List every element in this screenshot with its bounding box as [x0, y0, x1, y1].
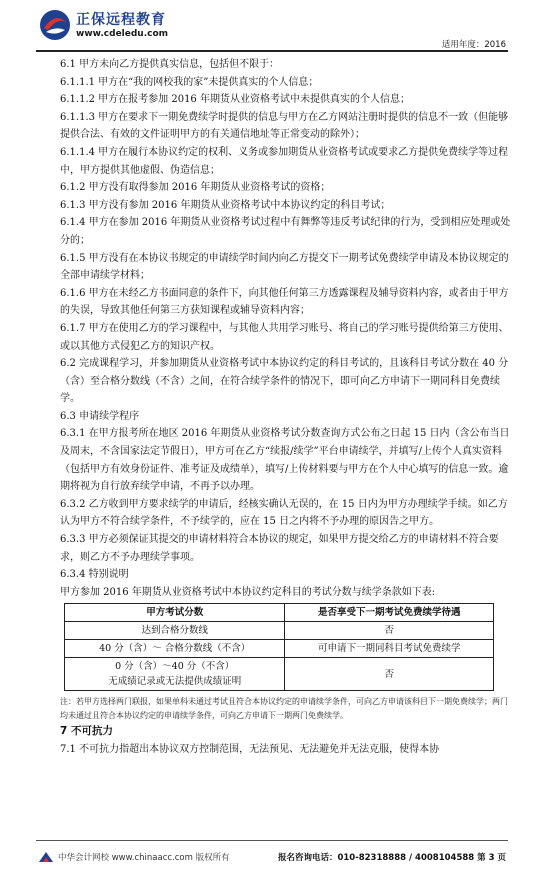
footer-logo-icon	[38, 850, 54, 864]
clause-6-1-2: 6.1.2 甲方没有取得参加 2016 年期货从业资格考试的资格；	[60, 182, 331, 194]
table-cell: 40 分（含）～ 合格分数线（不含）	[65, 640, 285, 658]
table-row	[65, 622, 494, 640]
clause-6-1-7: 6.1.7 甲方在使用乙方的学习课程中，与其他人共用学习账号、将自己的学习账号提供给第三方使用、或以其他方式侵犯乙方的知识产权。	[60, 322, 509, 352]
clause-6-1-3: 6.1.3 甲方没有参加 2016 年期货从业资格考试中本协议约定的科目考试；	[60, 199, 391, 211]
clause-6-2: 6.2 完成课程学习，并参加期货从业资格考试中本协议约定的科目考试的，且该科目考试分数在 40 分（含）至合格分数线（不含）之间，在符合续学条件的情况下，即可向乙方申请下一期同科目免费续学。	[60, 358, 509, 405]
page-header	[0, 0, 540, 52]
clause-6-1-1-4: 6.1.1.4 甲方在履行本协议约定的权利、义务或参加期货从业资格考试或要求乙方提供免费续学等过程中，甲方提供其他虚假、伪造信息；	[60, 146, 509, 176]
clause-7-1: 7.1 不可抗力指超出本协议双方控制范围，无法预见、无法避免并无法克服，使得本协	[60, 744, 440, 755]
table-cell: 否	[285, 658, 494, 691]
clause-6-3-2: 6.3.2 乙方收到甲方要求续学的申请后，经核实确认无误的，在 15 日内为甲方办理续学手续。如乙方认为甲方不符合续学条件，不予续学的，应在 15 日之内将不予办理的原因告之甲方。	[60, 498, 508, 528]
clause-6-3-1: 6.3.1 在甲方报考所在地区 2016 年期货从业资格考试分数查询方式公布之日起 15 日内（含公布当日及周末，不含国家法定节假日），甲方可在乙方“续报/续学”平台申请续学，并填写/上传个人真实资料（包括甲方有效身份证件、准考证及成绩单），填写/上传材料要与甲方在个人中心填写的信息一致。逾期将视为自行放弃续学申请，不再予以办理。	[60, 428, 510, 493]
clause-6-3-3: 6.3.3 甲方必须保证其提交的申请材料符合本协议的规定，如果甲方提交给乙方的申请材料不符合要求，则乙方不予办理续学事项。	[60, 534, 499, 563]
clause-6-1-4: 6.1.4 甲方在参加 2016 年期货从业资格考试过程中有舞弊等违反考试纪律的行为，受到相应处理或处分的；	[60, 217, 511, 246]
clause-6-1-1-1: 6.1.1.1 甲方在“我的网校我的家”未提供真实的个人信息；	[60, 76, 319, 88]
logo-url[interactable]: www.cdeledu.com	[76, 29, 169, 39]
logo-emblem-icon	[38, 8, 72, 42]
table-cell	[65, 658, 285, 691]
table-header-row	[65, 604, 494, 622]
clause-6-3: 6.3 申请续学程序	[60, 410, 140, 422]
footer-copyright: 中华会计网校 www.chinaacc.com 版权所有	[58, 853, 230, 863]
table-header-score: 甲方考试分数	[65, 604, 285, 622]
logo-name: 正保远程教育	[76, 12, 166, 28]
clause-6-1-5: 6.1.5 甲方没有在本协议书规定的申请续学时间内向乙方提交下一期考试免费续学申请及本协议规定的全部申请续学材料；	[60, 252, 509, 282]
table-cell: 可申请下一期同科目考试免费续学	[285, 640, 494, 658]
table-cell-line: 0 分（含）～40 分（不含）	[115, 661, 235, 673]
table-cell: 达到合格分数线	[65, 622, 285, 640]
clause-6-1-1-2: 6.1.1.2 甲方在报考参加 2016 年期货从业资格考试中未提供真实的个人信息；	[60, 94, 410, 106]
table-row	[65, 658, 494, 691]
table-cell: 否	[285, 622, 494, 640]
clause-6-1-1-3: 6.1.1.3 甲方在要求下一期免费续学时提供的信息与甲方在乙方网站注册时提供的信息不一致（但能够提供合法、有效的文件证明甲方的有关通信地址等正常变动的除外）；	[60, 111, 509, 141]
header-divider	[36, 50, 508, 52]
footer-contact-page: 报名咨询电话：010-82318888 / 4008104588 第 3 页	[277, 853, 506, 863]
page-footer	[0, 848, 540, 872]
section-7-heading: 7 不可抗力	[60, 725, 113, 738]
table-row	[65, 640, 494, 658]
applicable-year: 适用年度：2016	[441, 40, 506, 50]
clause-6-1-6: 6.1.6 甲方在未经乙方书面同意的条件下，向其他任何第三方透露课程及辅导资料内容，或者由于甲方的失误，导致其他任何第三方获知课程或辅导资料内容；	[60, 287, 509, 317]
clause-6-1: 6.1 甲方未向乙方提供真实信息，包括但不限于：	[60, 59, 280, 70]
document-body	[60, 56, 512, 759]
table-header-eligibility: 是否享受下一期考试免费续学待遇	[285, 604, 494, 622]
score-terms-table	[64, 603, 494, 691]
footer-divider	[36, 840, 508, 841]
table-note: 注：若甲方选择两门联报，如果单科未通过考试且符合本协议约定的申请续学条件，可向乙方申请该科目下一期免费续学；两门均未通过且符合本协议约定的申请续学条件，可向乙方申请下一期两门免费续学。	[60, 697, 508, 721]
table-intro: 甲方参加 2016 年期货从业资格考试中本协议约定科目的考试分数与续学条款如下表:	[60, 586, 436, 598]
table-cell-line: 无成绩记录或无法提供成绩证明	[108, 676, 242, 688]
clause-6-3-4: 6.3.4 特别说明	[60, 569, 129, 581]
